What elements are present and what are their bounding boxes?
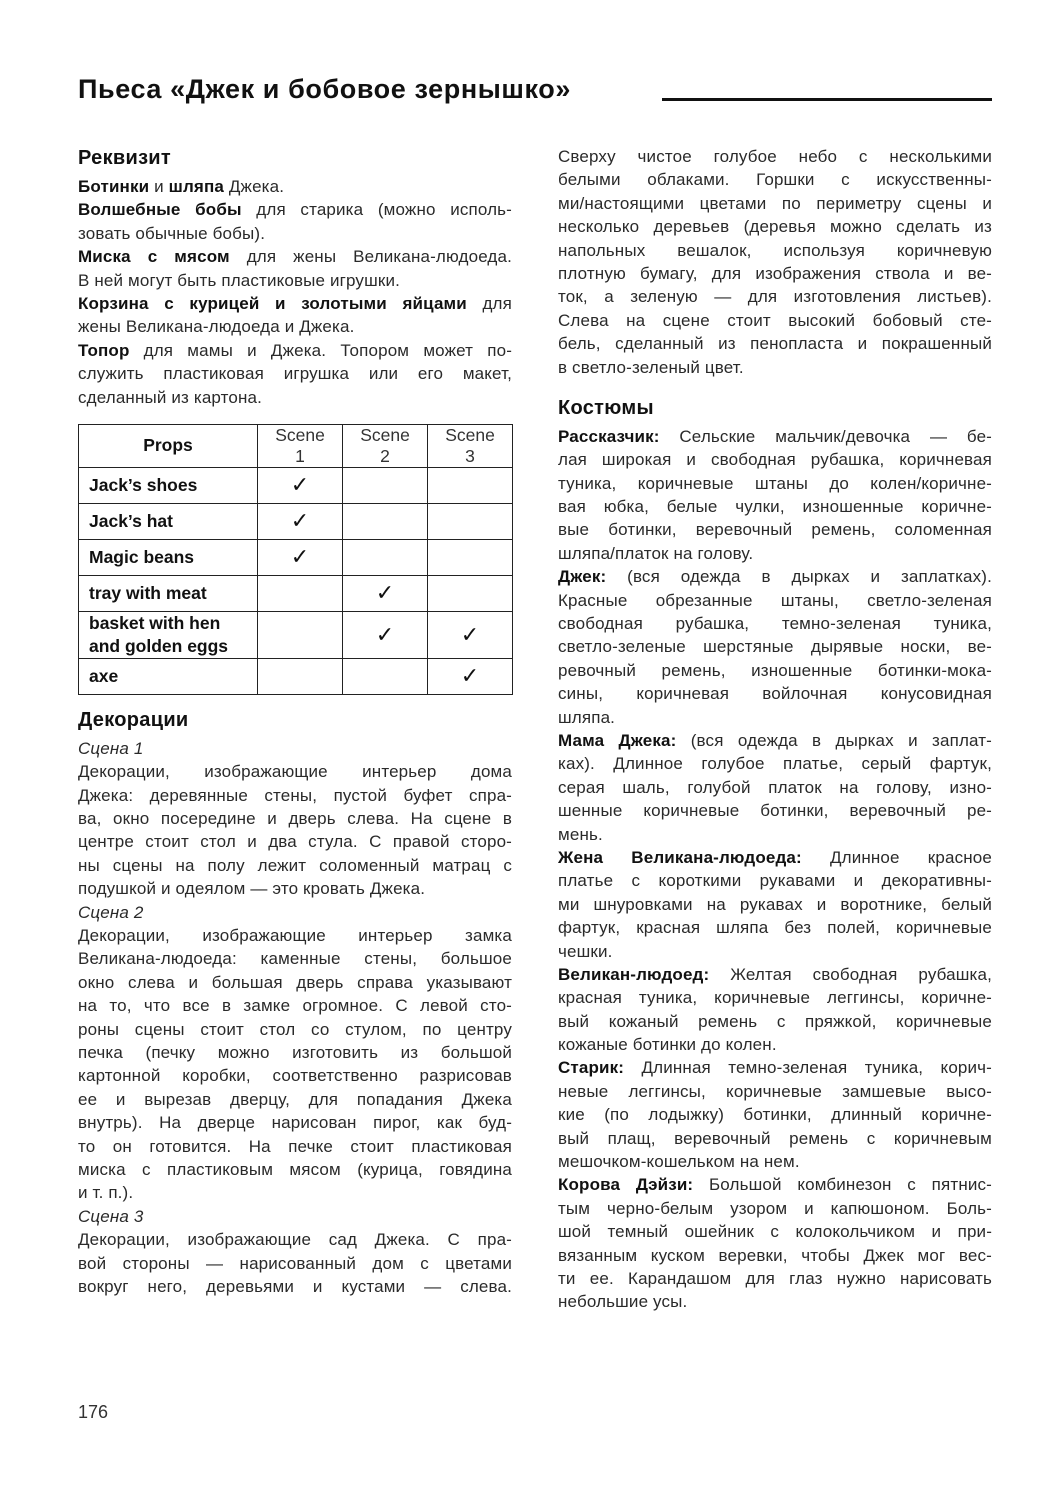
decorations-heading: Декорации	[78, 708, 189, 731]
prop-name-line: and golden eggs	[89, 635, 229, 656]
text-line: печка (печку можно изготовить из большой	[78, 1042, 512, 1062]
text-line: несколько деревьев (деревья можно сделать из	[558, 217, 992, 237]
paragraph	[558, 1056, 992, 1173]
text-line: плотную бумагу, для изображения ствола и ве-	[558, 263, 992, 283]
text-line: ти ее. Карандашом для глаз нужно нарисовать	[558, 1268, 992, 1288]
bold-term: Великан-людоед:	[558, 964, 710, 984]
prop-name	[79, 467, 258, 503]
text-line: шенные коричневые ботинки, веревочный ре-	[558, 801, 992, 821]
paragraph	[558, 963, 992, 1057]
bold-term: Корзина с курицей и золотыми яйцами	[78, 293, 467, 313]
text-line: белыми облаками. Горшки с искусственны-	[558, 170, 992, 190]
prop-name	[79, 539, 258, 575]
text-run: Длинная темно-зеленая туника, корич-	[624, 1058, 992, 1078]
prop-name-line: tray with meat	[89, 582, 207, 603]
text-line: то он готовится. На печке стоит пластиковая	[78, 1136, 512, 1156]
text-line: жены Великана-людоеда и Джека.	[78, 317, 355, 337]
text-run: Сельские мальчик/девочка — бе-	[659, 426, 992, 446]
scene-3-cell: ✓	[428, 658, 513, 694]
text-line: бель, сделанный из пенопласта и покрашенный	[558, 334, 992, 354]
text-line: Сверху чистое голубое небо с несколькими	[558, 147, 992, 166]
scene-2-cell	[343, 503, 428, 539]
page-title: Пьеса «Джек и бобовое зернышко»	[78, 74, 571, 104]
text-line	[558, 729, 992, 752]
paragraph	[78, 245, 512, 292]
bold-term: Рассказчик:	[558, 426, 660, 446]
table-row	[79, 539, 513, 575]
paragraph	[78, 292, 512, 339]
text-run: Желтая свободная рубашка,	[709, 964, 992, 984]
text-run: и	[149, 177, 169, 196]
text-line: зовать обычные бобы).	[78, 223, 266, 243]
scene-label: Сцена 3	[78, 1206, 144, 1226]
text-run: для	[466, 293, 512, 313]
props-heading: Реквизит	[78, 147, 171, 169]
paragraph	[558, 1173, 992, 1313]
text-run: для мамы и Джека. Топором может по-	[129, 340, 512, 360]
scene-label: Сцена 2	[78, 902, 144, 922]
text-run: Длинное красное	[801, 847, 992, 867]
decorations-continuation	[558, 145, 992, 379]
text-line: невые леггинсы, коричневые замшевые высо-	[558, 1081, 992, 1101]
costumes-list	[558, 425, 992, 1314]
bold-term: Джек:	[558, 567, 607, 587]
text-line: вокруг него, деревьями и кустами — слева.	[78, 1276, 512, 1296]
text-line: туника, коричневые штаны до колен/коричне-	[558, 473, 992, 493]
page-number: 176	[78, 1402, 109, 1422]
scene-1-cell	[258, 658, 343, 694]
text-line: мень.	[558, 824, 603, 844]
scene-3-cell	[428, 575, 513, 611]
paragraph	[558, 425, 992, 565]
table-row	[79, 658, 513, 694]
prop-name	[79, 575, 258, 611]
text-run: (вся одежда в дырках и заплат-	[676, 730, 992, 750]
scene-2-cell	[343, 539, 428, 575]
text-line: вый кожаный ремень с пряжкой, коричневые	[558, 1011, 992, 1031]
text-line: шой темный ошейник с колокольчиком и при-	[558, 1222, 992, 1242]
text-line	[558, 425, 992, 448]
header-scene-2: Scene 2	[343, 424, 428, 467]
text-line: серая шаль, голубой платок на голову, изно-	[558, 777, 992, 797]
text-line	[78, 292, 512, 315]
text-line: в светло-зеленый цвет.	[558, 357, 744, 377]
scene-1-cell: ✓	[258, 467, 343, 503]
text-line: небольшие усы.	[558, 1292, 688, 1312]
table-row	[79, 467, 513, 503]
paragraph	[78, 924, 512, 1205]
paragraph	[558, 145, 992, 379]
props-table	[78, 424, 513, 695]
text-line: кожаные ботинки до колен.	[558, 1035, 777, 1055]
bold-term: Корова Дэйзи:	[558, 1175, 694, 1195]
bold-term: Мама Джека:	[558, 730, 677, 750]
text-line: Декорации, изображающие сад Джека. С пра-	[78, 1230, 512, 1250]
text-line: чешки.	[558, 941, 613, 961]
text-line: Декорации, изображающие интерьер замка	[78, 926, 512, 946]
table-header-row	[79, 424, 513, 467]
text-line: ток, а зеленую — для изготовления листьев).	[558, 287, 992, 307]
left-column	[78, 145, 512, 1298]
prop-name	[79, 503, 258, 539]
text-line: красная туника, коричневые леггинсы, коричне-	[558, 988, 992, 1008]
text-line	[78, 245, 512, 268]
text-line: сделанный из картона.	[78, 387, 263, 407]
text-line: кие (по лодыжку) ботинки, длинный коричне-	[558, 1105, 992, 1125]
text-line: картонной коробки, соответственно разрисовав	[78, 1066, 512, 1086]
text-line	[558, 565, 992, 588]
text-line: вые ботинки, веревочный ремень, соломенная	[558, 520, 992, 540]
text-line: Декорации, изображающие интерьер дома	[78, 762, 512, 782]
text-line: ми/настоящими цветами по периметру сцены и	[558, 193, 992, 213]
text-line: окно слева и большая дверь справа указывают	[78, 972, 512, 992]
text-line: на то, что все в замке огромное. С левой сто-	[78, 996, 512, 1016]
text-line: В ней могут быть пластиковые игрушки.	[78, 270, 400, 290]
prop-name	[79, 658, 258, 694]
right-column	[558, 145, 992, 1314]
text-line: вая юбка, белые чулки, изношенные коричне-	[558, 497, 992, 517]
text-line: шляпа.	[558, 707, 616, 727]
text-line: подушкой и одеялом — это кровать Джека.	[78, 879, 426, 899]
text-line: напольных вешалок, используя коричневую	[558, 240, 992, 260]
text-line: внутрь). На дверце нарисован пирог, как буд-	[78, 1113, 512, 1133]
scene-3-cell	[428, 467, 513, 503]
text-line	[558, 846, 992, 869]
text-line: вый плащ, веревочный ремень с коричневым	[558, 1128, 992, 1148]
table-row	[79, 575, 513, 611]
text-line	[78, 339, 512, 362]
paragraph	[78, 760, 512, 900]
bold-term: шляпа	[168, 177, 225, 196]
prop-name-line: basket with hen	[89, 612, 221, 633]
prop-name-line: Magic beans	[89, 546, 195, 567]
text-line: лая широкая и свободная рубашка, коричневая	[558, 450, 992, 470]
text-line: мешочком-кошельком на нем.	[558, 1152, 800, 1172]
scene-2-cell	[343, 658, 428, 694]
scene-label: Сцена 1	[78, 738, 144, 758]
props-list	[78, 175, 512, 409]
scene-3-cell	[428, 539, 513, 575]
text-run: Большой комбинезон с пятнис-	[693, 1175, 992, 1195]
paragraph	[78, 175, 512, 198]
bold-term: Топор	[78, 340, 130, 360]
paragraph	[558, 846, 992, 963]
text-line: роны сцены стоит стол со стулом, по центру	[78, 1019, 512, 1039]
text-line: ны сцены на полу лежит соломенный матрац с	[78, 855, 512, 875]
text-line: ревочный ремень, изношенные ботинки-мока-	[558, 660, 992, 680]
decorations-scenes	[78, 737, 512, 1298]
paragraph	[558, 729, 992, 846]
text-run: для старика (можно исполь-	[241, 200, 512, 220]
text-line: светло-зеленые шерстяные дырявые носки, ве-	[558, 637, 992, 657]
header-scene-1: Scene 1	[258, 424, 343, 467]
text-line: шляпа/платок на голову.	[558, 543, 754, 563]
table-row	[79, 503, 513, 539]
text-line: ках). Длинное голубое платье, серый фартук,	[558, 754, 992, 774]
bold-term: Миска с мясом	[78, 247, 230, 267]
text-line: Красные обрезанные штаны, светло-зеленая	[558, 590, 992, 610]
scene-1-cell: ✓	[258, 539, 343, 575]
text-line: ее и вырезав дверцу, для попадания Джека	[78, 1089, 512, 1109]
text-line: фартук, красная шляпа без полей, коричневые	[558, 918, 992, 938]
text-line: вязанным куском веревки, чтобы Джек мог вес-	[558, 1245, 992, 1265]
prop-name	[79, 611, 258, 658]
text-line: центре стоит стол и два стула. С правой сторо-	[78, 832, 512, 852]
text-run: Джека.	[224, 177, 285, 196]
scene-3-cell	[428, 503, 513, 539]
scene-3-cell: ✓	[428, 611, 513, 658]
text-line	[558, 1056, 992, 1079]
text-line	[78, 175, 512, 198]
prop-name-line: Jack’s hat	[89, 510, 173, 531]
text-run: для жены Великана-людоеда.	[229, 247, 512, 267]
title-rule	[662, 98, 992, 101]
scene-2-cell: ✓	[343, 611, 428, 658]
text-line: сины, коричневая войлочная конусовидная	[558, 684, 992, 704]
scene-1-cell: ✓	[258, 503, 343, 539]
text-line: тым черно-белым узором и капюшоном. Боль-	[558, 1198, 992, 1218]
bold-term: Жена Великана-людоеда:	[558, 847, 802, 867]
text-line: вой стороны — нарисованный дом с цветами	[78, 1253, 512, 1273]
header-scene-3: Scene 3	[428, 424, 513, 467]
costumes-heading: Костюмы	[558, 396, 654, 419]
scene-1-cell	[258, 611, 343, 658]
scene-2-cell	[343, 467, 428, 503]
paragraph	[78, 1228, 512, 1298]
text-line: миска с пластиковым мясом (курица, говядина	[78, 1159, 512, 1179]
text-line: Великана-людоеда: каменные стены, большое	[78, 949, 512, 969]
prop-name-line: Jack’s shoes	[89, 474, 198, 495]
table-row	[79, 611, 513, 658]
text-run: (вся одежда в дырках и заплатках).	[606, 567, 992, 587]
text-line: служить пластиковая игрушка или его макет,	[78, 364, 512, 384]
text-line	[558, 963, 992, 986]
text-line	[78, 198, 512, 221]
text-line	[558, 1173, 992, 1196]
paragraph	[78, 339, 512, 409]
scene-1-cell	[258, 575, 343, 611]
text-line: ва, окно посередине и дверь слева. На сцене в	[78, 809, 512, 829]
header-props: Props	[79, 424, 258, 467]
paragraph	[558, 565, 992, 729]
text-line: свободная рубашка, темно-зеленая туника,	[558, 614, 992, 634]
text-line: и т. п.).	[78, 1183, 134, 1203]
text-line: Джека: деревянные стены, пустой буфет спра-	[78, 785, 512, 805]
scene-2-cell: ✓	[343, 575, 428, 611]
paragraph	[78, 198, 512, 245]
prop-name-line: axe	[89, 665, 119, 686]
bold-term: Старик:	[558, 1058, 625, 1078]
bold-term: Волшебные бобы	[78, 200, 242, 220]
text-line: платье с короткими рукавами и декоративны-	[558, 871, 992, 891]
text-line: Слева на сцене стоит высокий бобовый сте-	[558, 310, 992, 330]
bold-term: Ботинки	[78, 177, 150, 196]
text-line: ми шнуровками на рукавах и воротнике, белый	[558, 894, 992, 914]
